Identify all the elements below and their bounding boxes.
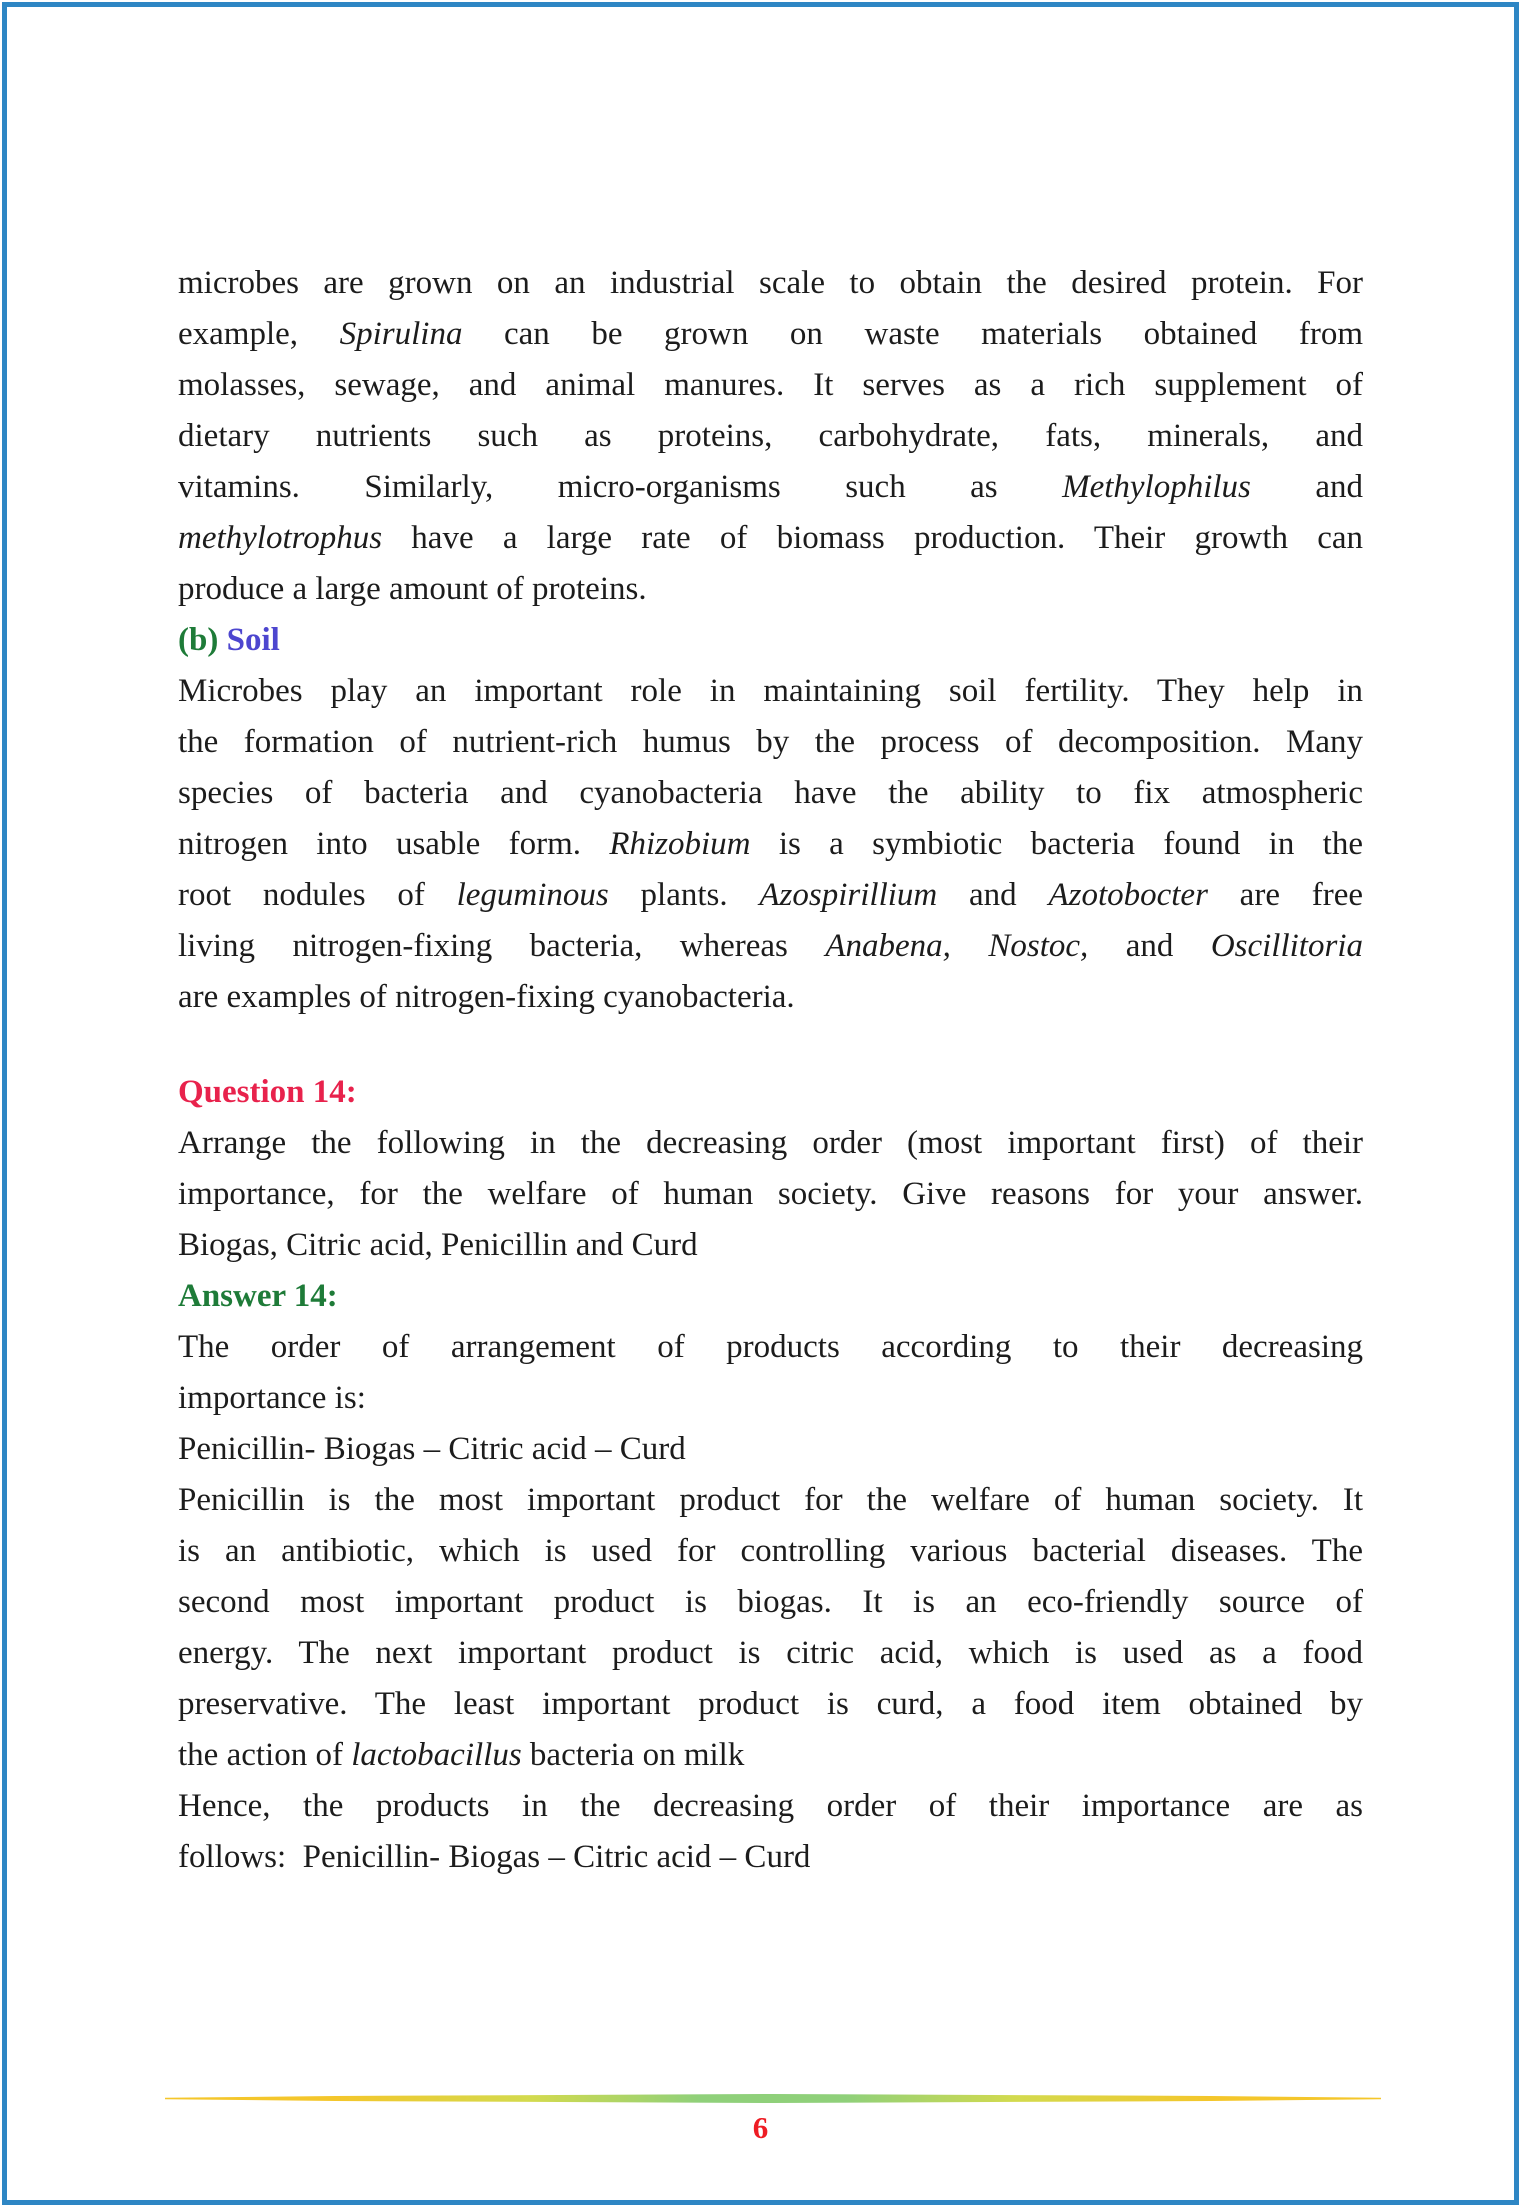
- text-segment: second most important product is biogas. It is an eco-friendly source of: [178, 1584, 1363, 1620]
- text-line: [178, 615, 1363, 666]
- text-line: [178, 870, 1363, 921]
- text-segment: methylotrophus: [178, 520, 383, 556]
- page-number: 6: [752, 2110, 769, 2145]
- text-line: [178, 768, 1363, 819]
- text-line: [178, 1832, 1363, 1883]
- text-segment: are examples of nitrogen-fixing cyanobacteria.: [178, 979, 795, 1015]
- text-line: [178, 1475, 1363, 1526]
- text-line: [178, 1373, 1363, 1424]
- text-segment: plants.: [608, 877, 760, 913]
- text-segment: Hence, the products in the decreasing order of their importance are as: [178, 1788, 1363, 1824]
- answer-label: Answer 14:: [178, 1278, 338, 1314]
- heading-part-b-soil: [178, 615, 1363, 666]
- text-segment: the action of: [178, 1737, 352, 1773]
- paragraph-question-14: [178, 1118, 1363, 1271]
- text-segment: vitamins. Similarly, micro-organisms such as: [178, 469, 1063, 505]
- text-line: [178, 309, 1363, 360]
- text-line: [178, 1781, 1363, 1832]
- text-line: [178, 1067, 1363, 1118]
- text-line: [178, 1679, 1363, 1730]
- text-segment: and: [1250, 469, 1363, 505]
- text-segment: are free: [1207, 877, 1364, 913]
- text-line: [178, 513, 1363, 564]
- text-segment: bacteria on milk: [521, 1737, 745, 1773]
- text-segment: Microbes play an important role in maintaining soil fertility. They help in: [178, 673, 1363, 709]
- text-line: [178, 1169, 1363, 1220]
- text-line: [178, 1526, 1363, 1577]
- text-line: [178, 921, 1363, 972]
- text-line: [178, 1730, 1363, 1781]
- text-line: [178, 1322, 1363, 1373]
- question-14-heading: [178, 1067, 1363, 1118]
- text-segment: produce a large amount of proteins.: [178, 571, 647, 607]
- text-segment: Azotobocter: [1048, 877, 1208, 913]
- text-segment: The order of arrangement of products according to their decreasing: [178, 1329, 1363, 1365]
- text-line: [178, 564, 1363, 615]
- text-line: [178, 717, 1363, 768]
- text-segment: importance, for the welfare of human society. Give reasons for your answer.: [178, 1176, 1363, 1212]
- text-segment: nitrogen into usable form.: [178, 826, 610, 862]
- text-segment: Penicillin is the most important product for the welfare of human society. It: [178, 1482, 1363, 1518]
- text-line: [178, 666, 1363, 717]
- text-segment: is a symbiotic bacteria found in the: [750, 826, 1363, 862]
- text-line: [178, 1118, 1363, 1169]
- text-segment: Rhizobium: [609, 826, 751, 862]
- paragraph-answer-14: [178, 1322, 1363, 1883]
- text-segment: Oscillitoria: [1210, 928, 1363, 964]
- answer-14-heading: [178, 1271, 1363, 1322]
- part-label: (b): [178, 622, 227, 658]
- text-segment: molasses, sewage, and animal manures. It serves as a rich supplement of: [178, 367, 1363, 403]
- text-line: [178, 258, 1363, 309]
- text-segment: the formation of nutrient-rich humus by the process of decomposition. Many: [178, 724, 1363, 760]
- text-segment: lactobacillus: [351, 1737, 522, 1773]
- text-segment: microbes are grown on an industrial scale to obtain the desired protein. For: [178, 265, 1363, 301]
- text-segment: living nitrogen-fixing bacteria, whereas: [178, 928, 826, 964]
- text-segment: Azospirillium: [759, 877, 938, 913]
- text-line: [178, 972, 1363, 1023]
- text-segment: is an antibiotic, which is used for controlling various bacterial diseases. The: [178, 1533, 1363, 1569]
- text-segment: root nodules of: [178, 877, 457, 913]
- part-title: Soil: [226, 622, 280, 658]
- text-segment: energy. The next important product is citric acid, which is used as a food: [178, 1635, 1363, 1671]
- footer-divider-line: [165, 2094, 1381, 2103]
- text-segment: Anabena, Nostoc,: [825, 928, 1089, 964]
- text-line: [178, 1424, 1363, 1475]
- text-segment: Spirulina: [339, 316, 463, 352]
- text-line: [178, 819, 1363, 870]
- text-segment: Arrange the following in the decreasing order (most important first) of their: [178, 1125, 1363, 1161]
- text-segment: follows: Penicillin- Biogas – Citric acid – Curd: [178, 1839, 811, 1875]
- text-line: [178, 462, 1363, 513]
- text-segment: can be grown on waste materials obtained from: [462, 316, 1364, 352]
- text-segment: example,: [178, 316, 340, 352]
- page-content: [178, 258, 1363, 1883]
- text-segment: leguminous: [456, 877, 609, 913]
- text-segment: importance is:: [178, 1380, 366, 1416]
- text-segment: species of bacteria and cyanobacteria have the ability to fix atmospheric: [178, 775, 1363, 811]
- paragraph-soil-microbes: [178, 666, 1363, 1023]
- text-line: [178, 360, 1363, 411]
- question-label: Question 14:: [178, 1074, 357, 1110]
- text-line: [178, 1577, 1363, 1628]
- text-line: [178, 1628, 1363, 1679]
- text-segment: Biogas, Citric acid, Penicillin and Curd: [178, 1227, 698, 1263]
- text-line: [178, 1220, 1363, 1271]
- text-segment: preservative. The least important product is curd, a food item obtained by: [178, 1686, 1363, 1722]
- paragraph-single-cell-protein: [178, 258, 1363, 615]
- text-line: [178, 1271, 1363, 1322]
- text-segment: have a large rate of biomass production. Their growth can: [382, 520, 1363, 556]
- text-segment: dietary nutrients such as proteins, carbohydrate, fats, minerals, and: [178, 418, 1363, 454]
- text-segment: and: [1088, 928, 1211, 964]
- text-line: [178, 411, 1363, 462]
- text-segment: Penicillin- Biogas – Citric acid – Curd: [178, 1431, 686, 1467]
- text-segment: and: [937, 877, 1049, 913]
- text-segment: Methylophilus: [1062, 469, 1251, 505]
